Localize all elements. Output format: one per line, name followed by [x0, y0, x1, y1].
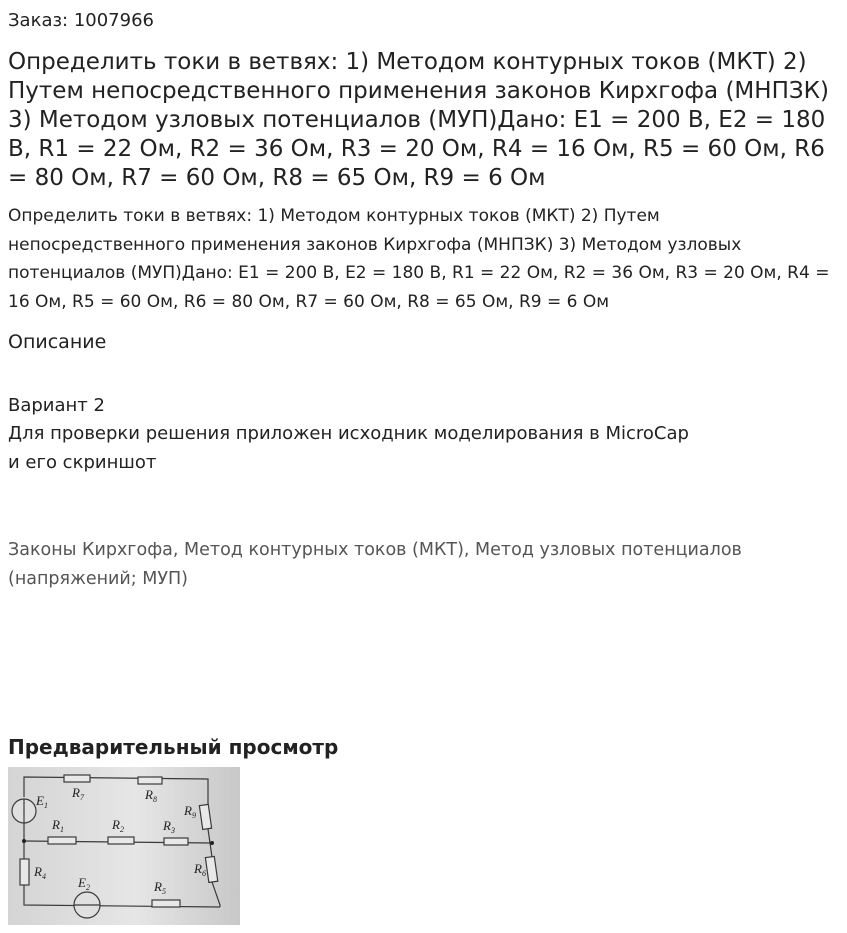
resistor-r1	[48, 837, 76, 844]
circuit-preview-image[interactable]	[8, 767, 240, 925]
node-left	[22, 839, 26, 843]
task-summary: Определить токи в ветвях: 1) Методом контурных токов (МКТ) 2) Путем непосредственного применения законов Кирхгофа (МНПЗК) 3) Методом узловых потенциалов (МУП)Дано: E1 = 200 В, E2 = 180 В, R1 = 22 Ом, R2 = 36 Ом, R3 = 20 Ом, R4 = 16 Ом, R5 = 60 Ом, R6 = 80 Ом, R7 = 60 Ом, R8 = 65 Ом, R9 = 6 Ом	[8, 206, 830, 312]
svg-text:R1: $R_1$	[52, 817, 64, 834]
subject-tags: Законы Кирхгофа, Метод контурных токов (МКТ), Метод узловых потенциалов (напряжений; МУП)	[8, 540, 742, 589]
resistor-r7	[64, 775, 90, 782]
description-variant: Вариант 2	[8, 395, 105, 416]
description-heading: Описание	[8, 331, 107, 353]
svg-text:E2: $E_2$	[78, 875, 90, 892]
svg-text:R6: $R_6$	[194, 861, 206, 878]
resistor-r5	[152, 900, 180, 907]
svg-text:R8: $R_8$	[145, 787, 157, 804]
description-line-2: и его скриншот	[8, 452, 157, 473]
order-number: Заказ: 1007966	[8, 10, 154, 31]
preview-background	[8, 767, 240, 925]
svg-text:E1: $E_1$	[36, 793, 48, 810]
resistor-r2	[108, 837, 134, 844]
svg-text:R7: $R_7$	[72, 785, 84, 802]
svg-text:R3: $R_3$	[163, 818, 175, 835]
svg-text:R4: $R_4$	[34, 864, 46, 881]
svg-text:R5: $R_5$	[154, 879, 166, 896]
svg-text:R2: $R_2$	[112, 817, 124, 834]
resistor-r4	[20, 859, 29, 885]
node-right	[210, 841, 214, 845]
preview-heading: Предварительный просмотр	[8, 735, 339, 759]
svg-text:R9: $R_9$	[184, 803, 196, 820]
resistor-r3	[164, 838, 188, 845]
resistor-r8	[138, 777, 162, 784]
page-title: Определить токи в ветвях: 1) Методом контурных токов (МКТ) 2) Путем непосредственного применения законов Кирхгофа (МНПЗК) 3) Методом узловых потенциалов (МУП)Дано: E1 = 200 В, E2 = 180 В, R1 = 22 Ом, R2 = 36 Ом, R3 = 20 Ом, R4 = 16 Ом, R5 = 60 Ом, R6 = 80 Ом, R7 = 60 Ом, R8 = 65 Ом, R9 = 6 Ом	[8, 49, 829, 191]
description-line-1: Для проверки решения приложен исходник моделирования в MicroCap	[8, 423, 689, 444]
